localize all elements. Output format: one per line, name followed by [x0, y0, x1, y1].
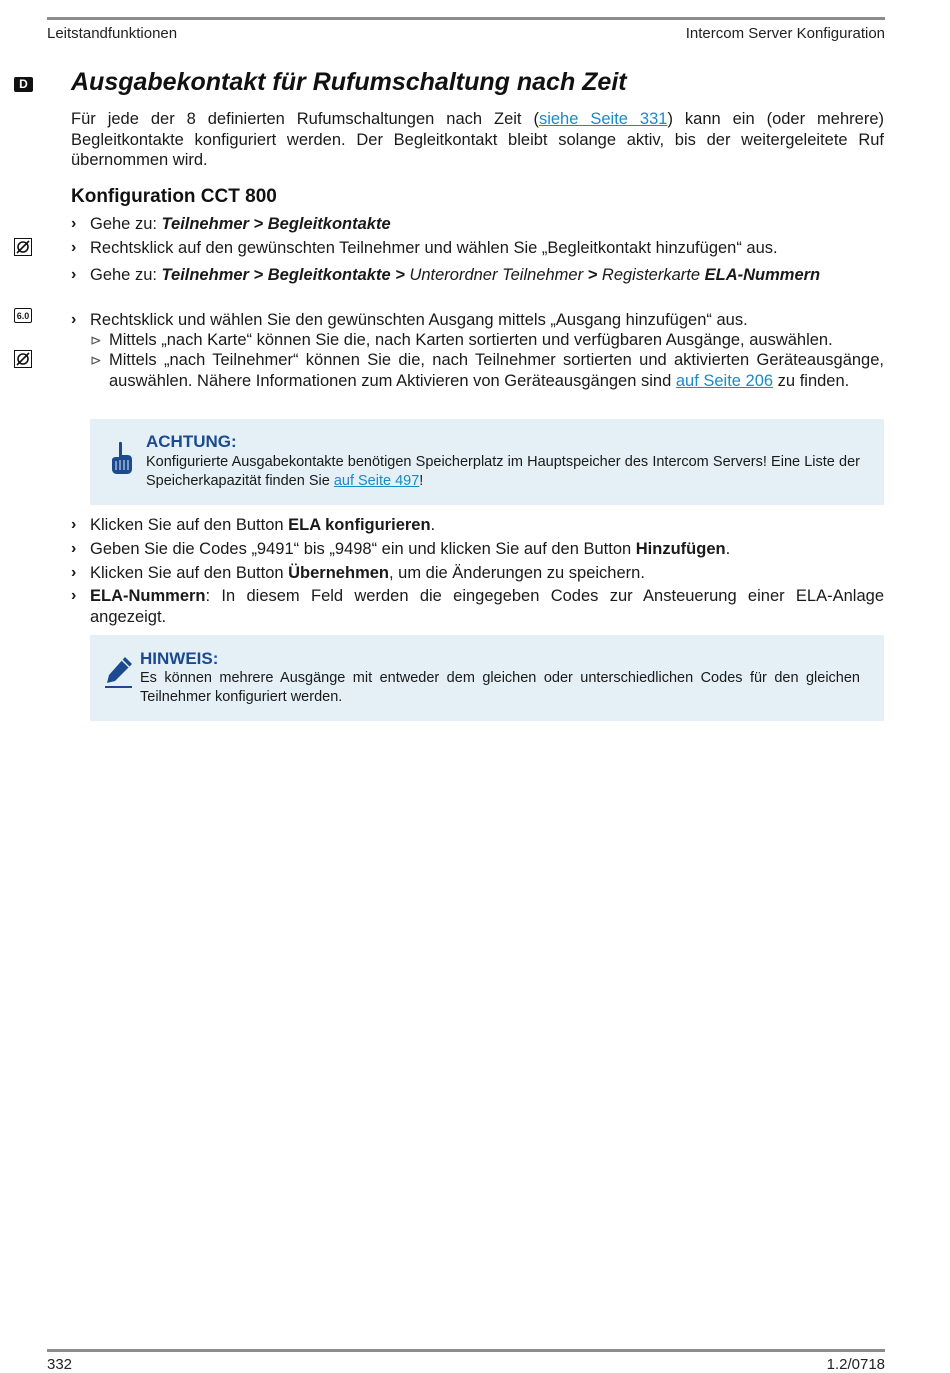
step-text: Klicken Sie auf den Button: [90, 516, 289, 534]
step-path-tab: Registerkarte: [601, 266, 705, 284]
step-text: Rechtsklick auf den gewünschten Teilnehmer und wählen Sie „Begleitkontakt hinzufügen“ aus.: [90, 239, 778, 257]
chevron-right-icon: ›: [71, 540, 77, 557]
step-item: [71, 586, 884, 627]
intro-text-end: ) kann ein (oder mehrere) Begleitkontakte konfiguriert werden. Der Begleitkontakt bleibt solange aktiv, bis der weitergeleitete Ruf übernommen wird.: [71, 110, 884, 169]
page-number: 332: [47, 1356, 73, 1373]
chevron-outline-icon: ⊳: [90, 332, 102, 348]
step-path: Teilnehmer > Begleitkontakte >: [161, 266, 410, 284]
step-item: [71, 214, 884, 235]
chevron-right-icon: ›: [71, 266, 77, 283]
not-applicable-icon: [14, 238, 32, 256]
chevron-right-icon: ›: [71, 564, 77, 581]
header-chapter: Leitstandfunktionen: [47, 25, 178, 42]
header-rule: [47, 17, 885, 20]
warning-text: Konfigurierte Ausgabekontakte benötigen Speicherplatz im Hauptspeicher des Intercom Servers! Eine Liste der Speicherkapazität finden Sie: [146, 454, 860, 489]
button-name: ELA konfigurieren: [288, 516, 431, 534]
field-name: ELA-Nummern: [90, 587, 206, 605]
substep-text: Mittels „nach Karte“ können Sie die, nach Karten sortierten und verfügbaren Ausgänge, auswählen.: [109, 331, 833, 349]
step-text: Geben Sie die Codes „9491“ bis „9498“ ein und klicken Sie auf den Button: [90, 540, 636, 558]
step-path-sep: >: [583, 266, 602, 284]
footer-rule: [47, 1349, 885, 1352]
chevron-right-icon: ›: [71, 215, 77, 232]
config-subtitle: Konfiguration CCT 800: [71, 186, 277, 207]
note-body: Es können mehrere Ausgänge mit entweder dem gleichen oder unterschiedlichen Codes für den gleichen Teilnehmer konfiguriert werden.: [140, 670, 860, 705]
intro-paragraph: [71, 109, 884, 171]
page-link-331[interactable]: siehe Seite 331: [538, 110, 668, 128]
chevron-right-icon: ›: [71, 311, 77, 328]
step-text: Rechtsklick und wählen Sie den gewünschten Ausgang mittels „Ausgang hinzufügen“ aus.: [90, 311, 748, 329]
section-title: Ausgabekontakt für Rufumschaltung nach Zeit: [71, 68, 627, 96]
version-badge: 6.0: [14, 308, 32, 323]
intro-text: Für jede der 8 definierten Rufumschaltungen nach Zeit (: [71, 110, 539, 128]
substep-item: [90, 330, 884, 351]
language-badge: D: [14, 77, 33, 92]
step-path-folder: Unterordner Teilnehmer: [409, 266, 584, 284]
chevron-right-icon: ›: [71, 587, 77, 604]
chevron-right-icon: ›: [71, 516, 77, 533]
page-link-497[interactable]: auf Seite 497: [333, 473, 420, 489]
warning-text-end: !: [419, 473, 424, 489]
warning-heading: ACHTUNG:: [146, 432, 237, 451]
substep-text-end: zu finden.: [773, 371, 850, 390]
step-item: [71, 563, 884, 584]
note-heading: HINWEIS:: [140, 649, 219, 668]
not-applicable-icon: [14, 350, 32, 368]
step-item: [71, 265, 884, 286]
page-link-206[interactable]: auf Seite 206: [675, 371, 774, 390]
button-name: Übernehmen: [288, 564, 389, 582]
warning-callout: [90, 419, 884, 505]
step-text-end: .: [430, 516, 436, 534]
step-text: Gehe zu:: [90, 266, 162, 284]
step-item: [71, 539, 884, 560]
warning-body: [146, 453, 860, 491]
chevron-right-icon: ›: [71, 239, 77, 256]
pointing-hand-icon: [110, 441, 134, 475]
step-text-end: .: [725, 540, 731, 558]
step-text: : In diesem Feld werden die eingegeben Codes zur Ansteuerung einer ELA-Anlage angezeigt.: [90, 587, 884, 626]
step-item: [71, 238, 884, 259]
step-path: Teilnehmer > Begleitkontakte: [161, 215, 391, 233]
step-path-tab-name: ELA-Nummern: [704, 266, 821, 284]
substep-item: [90, 350, 884, 391]
document-version: 1.2/0718: [826, 1356, 885, 1373]
substep-text: Mittels „nach Teilnehmer“ können Sie die, nach Teilnehmer sortierten und aktivierten Geräteausgänge, auswählen. Nähere Informationen zum Aktivieren von Geräteausgängen sind: [109, 351, 884, 390]
pencil-icon: [104, 655, 134, 689]
header-manual-title: Intercom Server Konfiguration: [685, 25, 885, 42]
chevron-outline-icon: ⊳: [90, 352, 102, 368]
note-callout: [90, 635, 884, 721]
step-item: [71, 310, 884, 331]
button-name: Hinzufügen: [635, 540, 726, 558]
step-text: Gehe zu:: [90, 215, 162, 233]
step-text: Klicken Sie auf den Button: [90, 564, 289, 582]
step-item: [71, 515, 884, 536]
step-text-end: , um die Änderungen zu speichern.: [389, 564, 645, 582]
